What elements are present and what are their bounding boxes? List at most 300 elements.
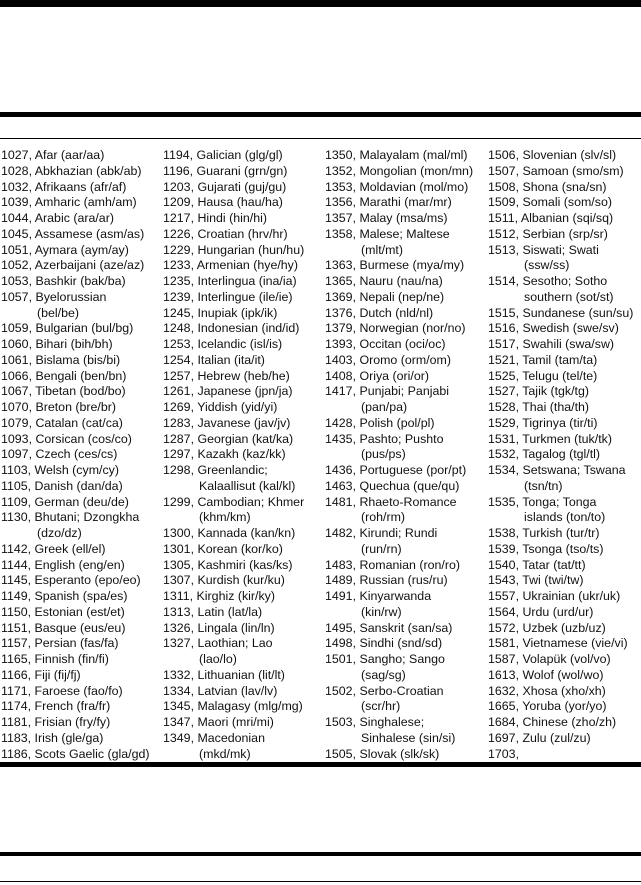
language-entry-text: 1506, Slovenian (slv/sl) [488, 148, 617, 162]
language-entry [163, 447, 304, 463]
language-entry [1, 148, 150, 164]
language-entry-text: 1334, Latvian (lav/lv) [163, 683, 278, 698]
language-entry-text: 1166, Fiji (fij/fj) [1, 667, 81, 682]
language-entry-text: 1587, Volapük (vol/vo) [488, 652, 611, 666]
language-entry [488, 526, 633, 542]
language-entry [163, 353, 304, 369]
language-entry [163, 463, 304, 495]
language-entry [1, 400, 150, 416]
language-entry-text: 1028, Abkhazian (abk/ab) [1, 163, 142, 178]
language-entry-text: 1481, Rhaeto-Romance [325, 494, 457, 509]
language-entry [325, 195, 473, 211]
language-entry [488, 400, 633, 416]
language-entry [1, 558, 150, 574]
language-entry-continuation: (scr/hr) [361, 699, 401, 714]
language-entry-text: 1044, Arabic (ara/ar) [1, 211, 114, 225]
language-entry-text: 1538, Turkish (tur/tr) [488, 526, 600, 540]
language-entry-text: 1684, Chinese (zho/zh) [488, 715, 617, 729]
language-entry [163, 290, 304, 306]
language-entry-text: 1534, Setswana; Tswana [488, 463, 626, 477]
language-entry-text: 1345, Malagasy (mlg/mg) [163, 699, 303, 714]
language-entry-text: 1060, Bihari (bih/bh) [1, 337, 113, 351]
language-entry-text: 1051, Aymara (aym/ay) [1, 242, 129, 257]
language-entry-text: 1229, Hungarian (hun/hu) [163, 242, 305, 257]
language-entry [488, 369, 633, 385]
language-entry-continuation: (roh/rm) [361, 510, 406, 525]
language-entry-text: 1157, Persian (fas/fa) [1, 636, 119, 651]
language-entry [325, 384, 473, 416]
language-entry [325, 715, 473, 747]
language-entry [163, 195, 304, 211]
language-entry-text: 1174, French (fra/fr) [1, 699, 111, 714]
language-entry [488, 715, 633, 731]
language-entry [325, 321, 473, 337]
language-entry-text: 1376, Dutch (nld/nl) [325, 305, 434, 320]
language-entry-text: 1057, Byelorussian [1, 289, 107, 304]
language-entry [325, 258, 473, 274]
language-entry [488, 306, 633, 322]
language-entry-text: 1483, Romanian (ron/ro) [325, 557, 460, 572]
language-entry [488, 384, 633, 400]
language-entry-text: 1165, Finnish (fin/fi) [1, 652, 109, 666]
language-entry [1, 416, 150, 432]
language-entry-text: 1353, Moldavian (mol/mo) [325, 179, 469, 194]
language-entry [1, 684, 150, 700]
language-entry [1, 495, 150, 511]
language-entry-continuation: Sinhalese (sin/si) [361, 730, 456, 745]
language-entry [325, 211, 473, 227]
language-entry [163, 589, 304, 605]
language-column-4 [488, 148, 633, 762]
language-entry [1, 636, 150, 652]
language-entry [163, 621, 304, 637]
language-entry-text: 1097, Czech (ces/cs) [1, 447, 118, 462]
language-entry-text: 1287, Georgian (kat/ka) [163, 431, 294, 446]
language-entry [163, 699, 304, 715]
language-entry-text: 1311, Kirghiz (kir/ky) [163, 589, 276, 603]
language-entry-text: 1257, Hebrew (heb/he) [163, 368, 290, 383]
language-entry [1, 321, 150, 337]
language-entry-continuation: Kalaallisut (kal/kl) [199, 478, 296, 493]
language-entry [325, 369, 473, 385]
language-entry-text: 1508, Shona (sna/sn) [488, 179, 607, 194]
language-entry [163, 321, 304, 337]
language-entry-text: 1059, Bulgarian (bul/bg) [1, 321, 134, 336]
language-entry [325, 148, 473, 164]
language-entry [325, 652, 473, 684]
language-entry-text: 1235, Interlingua (ina/ia) [163, 274, 297, 288]
language-entry [163, 526, 304, 542]
language-entry-continuation: (dzo/dz) [37, 526, 82, 540]
language-entry-text: 1357, Malay (msa/ms) [325, 211, 448, 225]
language-column-3 [325, 148, 473, 762]
language-entry [1, 164, 150, 180]
language-entry-text: 1539, Tsonga (tso/ts) [488, 541, 604, 556]
language-entry-text: 1332, Lithuanian (lit/lt) [163, 667, 285, 682]
language-entry-text: 1093, Corsican (cos/co) [1, 431, 132, 446]
language-entry [488, 495, 633, 527]
language-entry-continuation: southern (sot/st) [524, 289, 614, 304]
language-entry-text: 1233, Armenian (hye/hy) [163, 258, 298, 273]
language-entry [163, 369, 304, 385]
language-entry-text: 1540, Tatar (tat/tt) [488, 557, 586, 572]
language-entry-text: 1521, Tamil (tam/ta) [488, 352, 598, 367]
language-entry-text: 1052, Azerbaijani (aze/az) [1, 258, 145, 273]
language-entry-text: 1365, Nauru (nau/na) [325, 274, 443, 288]
language-entry-text: 1307, Kurdish (kur/ku) [163, 573, 285, 588]
language-entry-continuation: (khm/km) [199, 510, 251, 525]
language-entry [163, 180, 304, 196]
language-entry [325, 337, 473, 353]
language-entry-text: 1130, Bhutani; Dzongkha [1, 510, 140, 525]
language-entry-text: 1145, Esperanto (epo/eo) [1, 573, 141, 588]
language-entry-continuation: (mlt/mt) [361, 242, 403, 257]
language-entry [325, 495, 473, 527]
language-entry-text: 1513, Siswati; Swati [488, 242, 599, 257]
language-entry [1, 605, 150, 621]
language-entry [325, 526, 473, 558]
language-entry [163, 715, 304, 731]
language-entry [1, 290, 150, 322]
language-entry-text: 1297, Kazakh (kaz/kk) [163, 447, 286, 462]
language-entry-text: 1403, Oromo (orm/om) [325, 352, 452, 367]
language-entry [1, 652, 150, 668]
language-entry-text: 1435, Pashto; Pushto [325, 431, 444, 446]
language-entry-text: 1298, Greenlandic; [163, 463, 268, 477]
language-entry-text: 1379, Norwegian (nor/no) [325, 321, 466, 336]
language-entry [1, 432, 150, 448]
language-entry [1, 699, 150, 715]
language-entry-text: 1045, Assamese (asm/as) [1, 226, 145, 241]
language-entry [1, 573, 150, 589]
language-entry-text: 1516, Swedish (swe/sv) [488, 321, 619, 336]
language-entry-text: 1053, Bashkir (bak/ba) [1, 274, 126, 288]
header-thin-rule [0, 138, 641, 139]
language-entry-text: 1070, Breton (bre/br) [1, 400, 117, 414]
language-entry-text: 1217, Hindi (hin/hi) [163, 211, 268, 225]
language-entry-continuation: (tsn/tn) [524, 478, 563, 493]
language-entry [325, 589, 473, 621]
language-entry [488, 416, 633, 432]
language-entry-text: 1543, Twi (twi/tw) [488, 573, 584, 588]
language-entry [325, 416, 473, 432]
language-entry-text: 1349, Macedonian [163, 730, 265, 745]
language-entry [325, 353, 473, 369]
language-entry-text: 1665, Yoruba (yor/yo) [488, 699, 607, 714]
language-entry-text: 1142, Greek (ell/el) [1, 541, 106, 556]
language-entry [488, 621, 633, 637]
language-entry-text: 1171, Faroese (fao/fo) [1, 683, 123, 698]
language-entry-continuation: (sag/sg) [361, 667, 406, 682]
language-entry [163, 684, 304, 700]
language-entry-text: 1531, Turkmen (tuk/tk) [488, 431, 612, 446]
language-entry-text: 1151, Basque (eus/eu) [1, 620, 126, 635]
language-entry-text: 1557, Ukrainian (ukr/uk) [488, 589, 621, 603]
language-entry-continuation: islands (ton/to) [524, 510, 606, 525]
footer-rule-upper [0, 762, 641, 767]
language-entry [325, 684, 473, 716]
language-entry-text: 1505, Slovak (slk/sk) [325, 746, 440, 761]
language-entry [488, 447, 633, 463]
language-entry [163, 148, 304, 164]
language-entry [488, 227, 633, 243]
language-entry-text: 1525, Telugu (tel/te) [488, 368, 598, 383]
language-entry [163, 573, 304, 589]
language-entry-text: 1226, Croatian (hrv/hr) [163, 226, 288, 241]
language-entry [488, 337, 633, 353]
language-entry [488, 652, 633, 668]
language-entry-text: 1503, Singhalese; [325, 715, 425, 729]
language-entry-continuation: (lao/lo) [199, 652, 237, 666]
language-entry-text: 1535, Tonga; Tonga [488, 494, 597, 509]
language-entry [488, 180, 633, 196]
language-entry [1, 510, 150, 542]
language-entry [163, 384, 304, 400]
language-entry-text: 1408, Oriya (ori/or) [325, 368, 429, 383]
language-entry-text: 1149, Spanish (spa/es) [1, 589, 128, 603]
language-entry [488, 432, 633, 448]
language-entry-text: 1491, Kinyarwanda [325, 589, 432, 603]
language-entry-text: 1181, Frisian (fry/fy) [1, 715, 111, 729]
language-entry-text: 1393, Occitan (oci/oc) [325, 337, 446, 351]
language-entry-text: 1239, Interlingue (ile/ie) [163, 289, 293, 304]
header-rule [0, 112, 641, 117]
language-entry-continuation: (kin/rw) [361, 604, 402, 619]
language-entry-text: 1032, Afrikaans (afr/af) [1, 179, 127, 194]
language-entry [488, 573, 633, 589]
language-entry [163, 274, 304, 290]
language-entry-text: 1305, Kashmiri (kas/ks) [163, 557, 293, 572]
language-entry-text: 1501, Sangho; Sango [325, 652, 445, 666]
language-entry-continuation: (bel/be) [37, 305, 80, 320]
language-entry [488, 731, 633, 747]
language-entry [325, 621, 473, 637]
language-entry [488, 195, 633, 211]
language-entry [488, 148, 633, 164]
language-entry [1, 731, 150, 747]
language-entry-text: 1283, Javanese (jav/jv) [163, 415, 291, 430]
language-entry [163, 164, 304, 180]
language-entry [1, 211, 150, 227]
language-entry-text: 1581, Vietnamese (vie/vi) [488, 636, 628, 651]
language-entry [163, 636, 304, 668]
language-entry-text: 1350, Malayalam (mal/ml) [325, 148, 468, 162]
language-entry [1, 274, 150, 290]
language-entry-text: 1507, Samoan (smo/sm) [488, 163, 624, 178]
language-entry [1, 542, 150, 558]
bottom-thin-rule [0, 881, 641, 882]
language-entry [488, 668, 633, 684]
language-entry-text: 1248, Indonesian (ind/id) [163, 321, 300, 336]
language-entry-text: 1066, Bengali (ben/bn) [1, 368, 127, 383]
language-entry-text: 1183, Irish (gle/ga) [1, 730, 104, 745]
language-entry-text: 1428, Polish (pol/pl) [325, 415, 435, 430]
language-entry-continuation: (run/rn) [361, 541, 402, 556]
language-entry-text: 1703, [488, 746, 520, 761]
language-entry [1, 715, 150, 731]
language-entry [163, 668, 304, 684]
language-entry [488, 699, 633, 715]
language-entry [488, 636, 633, 652]
language-entry-continuation: (mkd/mk) [199, 746, 251, 761]
language-entry [325, 290, 473, 306]
language-entry-text: 1196, Guarani (grn/gn) [163, 163, 288, 178]
footer-rule-lower [0, 852, 641, 856]
language-entry [488, 684, 633, 700]
language-entry-text: 1358, Malese; Maltese [325, 226, 450, 241]
language-entry [488, 558, 633, 574]
language-entry [325, 274, 473, 290]
language-entry-text: 1532, Tagalog (tgl/tl) [488, 447, 601, 462]
language-entry-text: 1254, Italian (ita/it) [163, 352, 265, 367]
language-entry-text: 1347, Maori (mri/mi) [163, 715, 274, 729]
language-column-2 [163, 148, 304, 762]
language-entry [325, 573, 473, 589]
language-entry [1, 479, 150, 495]
language-entry-text: 1417, Punjabi; Panjabi [325, 384, 450, 399]
language-entry [163, 337, 304, 353]
language-entry [488, 243, 633, 275]
language-entry-text: 1356, Marathi (mar/mr) [325, 195, 452, 210]
language-entry [163, 432, 304, 448]
language-entry [488, 353, 633, 369]
language-entry-text: 1564, Urdu (urd/ur) [488, 604, 594, 619]
language-entry-text: 1300, Kannada (kan/kn) [163, 526, 296, 540]
language-entry-text: 1517, Swahili (swa/sw) [488, 337, 615, 351]
language-entry-text: 1528, Thai (tha/th) [488, 400, 590, 414]
language-entry-text: 1363, Burmese (mya/my) [325, 258, 465, 273]
language-entry [488, 274, 633, 306]
language-entry [163, 243, 304, 259]
language-entry [325, 479, 473, 495]
language-entry-text: 1150, Estonian (est/et) [1, 604, 125, 619]
language-entry-text: 1509, Somali (som/so) [488, 195, 612, 210]
language-entry-text: 1511, Albanian (sqi/sq) [488, 211, 614, 225]
language-entry-text: 1498, Sindhi (snd/sd) [325, 636, 443, 651]
language-entry-text: 1253, Icelandic (isl/is) [163, 337, 283, 351]
language-entry [1, 384, 150, 400]
language-entry-text: 1245, Inupiak (ipk/ik) [163, 305, 278, 320]
language-entry-continuation: (pan/pa) [361, 400, 408, 414]
language-entry-text: 1697, Zulu (zul/zu) [488, 730, 591, 745]
language-entry-text: 1326, Lingala (lin/ln) [163, 620, 275, 635]
language-entry [325, 747, 473, 763]
language-column-1 [1, 148, 150, 762]
language-entry [163, 400, 304, 416]
language-entry [163, 495, 304, 527]
language-entry [163, 542, 304, 558]
language-entry [488, 589, 633, 605]
language-entry-text: 1105, Danish (dan/da) [1, 478, 123, 493]
language-entry-text: 1313, Latin (lat/la) [163, 604, 263, 619]
language-entry-text: 1489, Russian (rus/ru) [325, 573, 448, 588]
language-entry-text: 1079, Catalan (cat/ca) [1, 415, 123, 430]
language-entry [1, 258, 150, 274]
language-entry-text: 1144, English (eng/en) [1, 557, 125, 572]
language-entry-text: 1572, Uzbek (uzb/uz) [488, 620, 606, 635]
language-entry-text: 1194, Galician (glg/gl) [163, 148, 283, 162]
language-entry-text: 1515, Sundanese (sun/su) [488, 305, 634, 320]
language-entry [1, 463, 150, 479]
language-entry [163, 258, 304, 274]
language-entry [163, 227, 304, 243]
language-entry [325, 306, 473, 322]
language-entry [163, 558, 304, 574]
language-entry-text: 1299, Cambodian; Khmer [163, 494, 305, 509]
language-entry [325, 180, 473, 196]
language-entry [325, 164, 473, 180]
language-entry [163, 731, 304, 763]
language-entry [1, 621, 150, 637]
language-entry-text: 1327, Laothian; Lao [163, 636, 273, 651]
language-entry-continuation: (pus/ps) [361, 447, 406, 462]
language-entry-text: 1512, Serbian (srp/sr) [488, 226, 608, 241]
language-entry-text: 1613, Wolof (wol/wo) [488, 667, 604, 682]
language-entry-text: 1632, Xhosa (xho/xh) [488, 683, 606, 698]
language-entry [1, 369, 150, 385]
language-entry-text: 1527, Tajik (tgk/tg) [488, 384, 590, 399]
language-entry [488, 211, 633, 227]
language-entry-text: 1482, Kirundi; Rundi [325, 526, 438, 540]
language-entry-text: 1529, Tigrinya (tir/ti) [488, 415, 598, 430]
language-entry [325, 636, 473, 652]
language-entry [488, 463, 633, 495]
top-rule [0, 0, 641, 7]
language-entry [1, 447, 150, 463]
language-entry-text: 1269, Yiddish (yid/yi) [163, 400, 278, 414]
language-entry-text: 1209, Hausa (hau/ha) [163, 195, 283, 210]
language-entry [163, 605, 304, 621]
language-entry [1, 180, 150, 196]
language-entry-text: 1203, Gujarati (guj/gu) [163, 179, 287, 194]
language-entry [325, 558, 473, 574]
language-entry-text: 1463, Quechua (que/qu) [325, 478, 460, 493]
language-entry [1, 589, 150, 605]
language-entry-text: 1061, Bislama (bis/bi) [1, 352, 121, 367]
language-entry-text: 1436, Portuguese (por/pt) [325, 463, 467, 477]
language-entry [325, 463, 473, 479]
language-entry [325, 227, 473, 259]
language-entry [325, 432, 473, 464]
language-entry [163, 211, 304, 227]
language-entry [1, 747, 150, 763]
language-entry-continuation: (ssw/ss) [524, 258, 570, 273]
language-entry [1, 227, 150, 243]
language-entry-text: 1109, German (deu/de) [1, 494, 129, 509]
language-entry [488, 605, 633, 621]
language-entry [1, 337, 150, 353]
language-entry-text: 1502, Serbo-Croatian [325, 683, 444, 698]
language-entry [163, 416, 304, 432]
language-entry-text: 1301, Korean (kor/ko) [163, 541, 283, 556]
language-entry-text: 1103, Welsh (cym/cy) [1, 463, 119, 477]
language-entry-text: 1039, Amharic (amh/am) [1, 195, 137, 210]
language-entry-text: 1495, Sanskrit (san/sa) [325, 620, 453, 635]
language-entry-text: 1352, Mongolian (mon/mn) [325, 163, 474, 178]
language-entry-text: 1261, Japanese (jpn/ja) [163, 384, 293, 399]
language-entry [1, 668, 150, 684]
language-entry [488, 321, 633, 337]
language-entry [1, 353, 150, 369]
language-entry-text: 1514, Sesotho; Sotho [488, 274, 608, 288]
language-entry-text: 1067, Tibetan (bod/bo) [1, 384, 126, 399]
language-entry-text: 1027, Afar (aar/aa) [1, 148, 105, 162]
language-entry [488, 164, 633, 180]
language-entry-text: 1369, Nepali (nep/ne) [325, 289, 445, 304]
language-entry [488, 542, 633, 558]
language-entry [1, 195, 150, 211]
language-entry [488, 747, 633, 763]
